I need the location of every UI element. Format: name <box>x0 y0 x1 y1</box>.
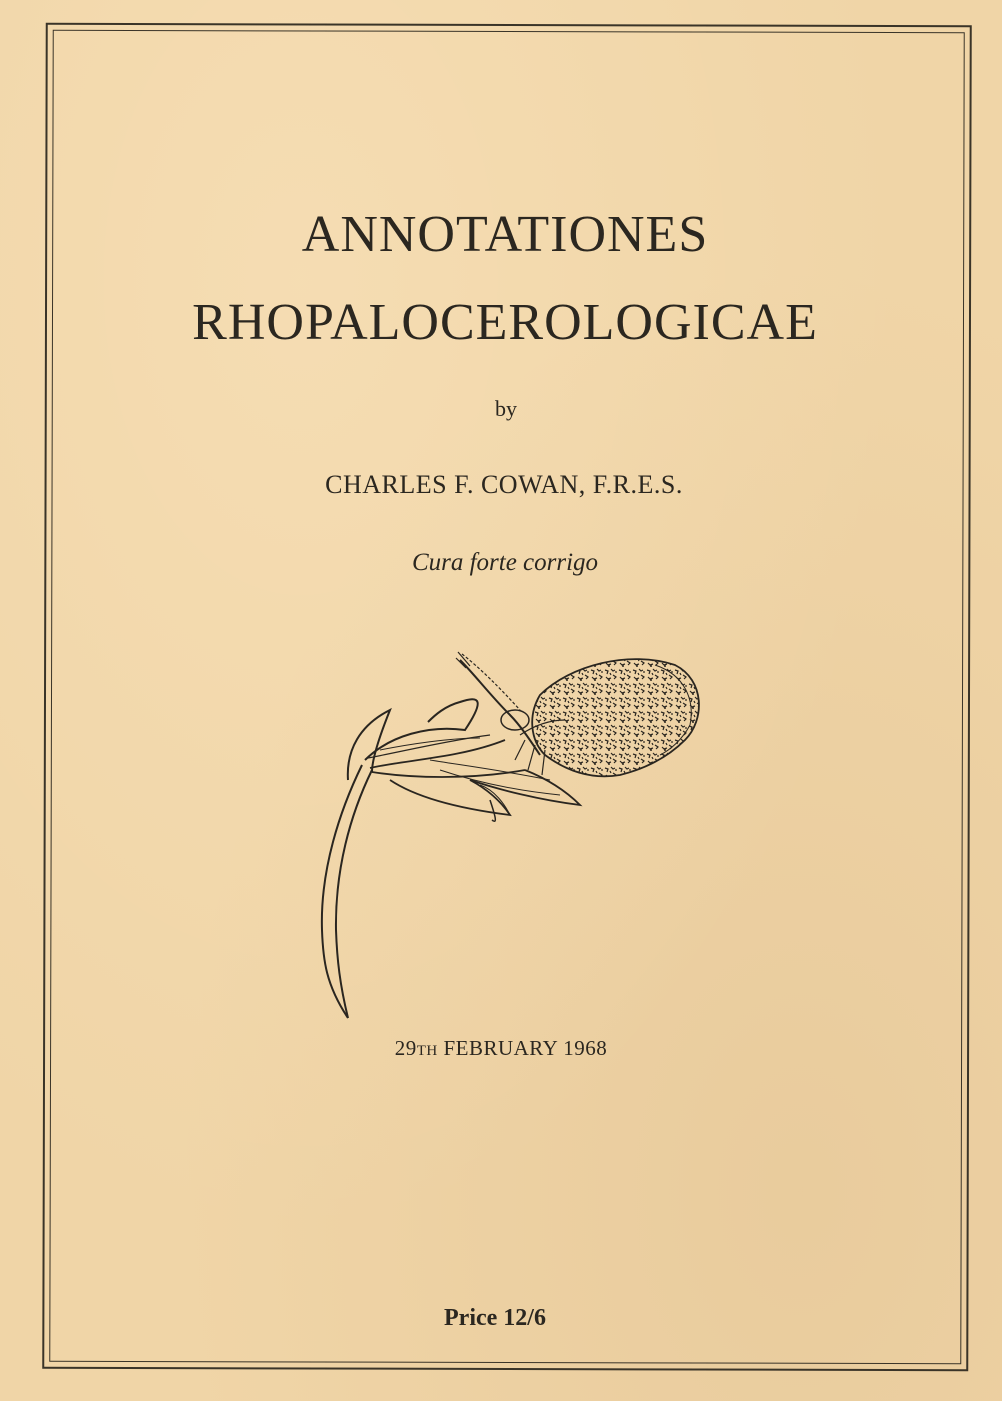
title-line-1: ANNOTATIONES <box>301 206 709 263</box>
author-name: CHARLES F. COWAN, F.R.E.S. <box>325 470 683 499</box>
motto: Cura forte corrigo <box>411 549 599 576</box>
by-label: by <box>495 396 517 421</box>
date-day: 29 <box>394 1036 417 1060</box>
price-label: Price 12/6 <box>444 1305 546 1331</box>
butterfly-on-flower-icon <box>310 640 710 1025</box>
date-suffix: TH <box>416 1043 438 1059</box>
date-rest: FEBRUARY 1968 <box>437 1036 608 1060</box>
publication-date <box>0 1036 1002 1061</box>
title-line-2: RHOPALOCEROLOGICAE <box>192 294 818 351</box>
